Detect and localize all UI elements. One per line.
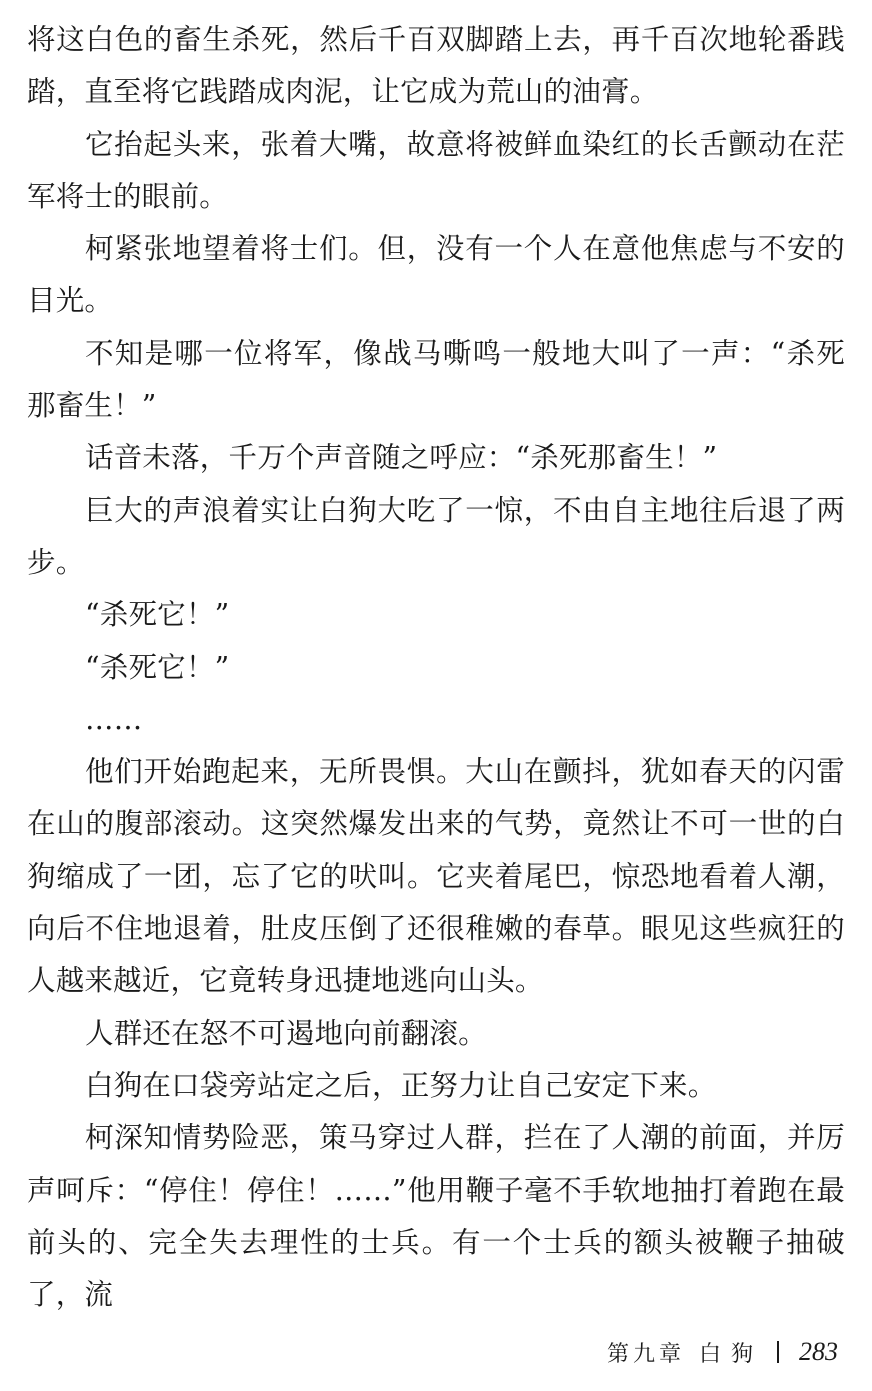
- paragraph: 话音未落，千万个声音随之呼应：“杀死那畜生！”: [85, 441, 718, 475]
- paragraph: 他们开始跑起来，无所畏惧。大山在颤抖，犹如春天的闪雷在山的腹部滚动。这突然爆发出来的气势，竟然让不可一世的白狗缩成了一团，忘了它的吠叫。它夹着尾巴，惊恐地看着人潮，向后不住地退着，肚皮压倒了还很稚嫩的春草。眼见这些疯狂的人越来越近，它竟转身迅捷地逃向山头。: [27, 755, 845, 998]
- chapter-label: 第九章: [606, 1341, 685, 1367]
- paragraph: “杀死它！”: [85, 598, 230, 632]
- paragraph: 它抬起头来，张着大嘴，故意将被鲜血染红的长舌颤动在茫军将士的眼前。: [27, 127, 845, 213]
- page-footer: [607, 1334, 838, 1370]
- paragraph: ……: [85, 702, 143, 736]
- paragraph: 不知是哪一位将军，像战马嘶鸣一般地大叫了一声：“杀死那畜生！”: [27, 336, 845, 423]
- paragraph: 巨大的声浪着实让白狗大吃了一惊，不由自主地往后退了两步。: [27, 493, 845, 579]
- footer-divider: [777, 1341, 779, 1363]
- paragraph: 将这白色的畜生杀死，然后千百双脚踏上去，再千百次地轮番践踏，直至将它践踏成肉泥，让它成为荒山的油膏。: [27, 23, 845, 109]
- chapter-title: 白狗: [698, 1341, 763, 1367]
- page-number: 283: [799, 1337, 838, 1366]
- paragraph: 白狗在口袋旁站定之后，正努力让自己安定下来。: [85, 1068, 717, 1102]
- paragraph: 人群还在怒不可遏地向前翻滚。: [85, 1016, 487, 1050]
- page-body: [27, 14, 845, 1321]
- paragraph: 柯深知情势险恶，策马穿过人群，拦在了人潮的前面，并厉声呵斥：“停住！停住！……”他用鞭子毫不手软地抽打着跑在最前头的、完全失去理性的士兵。有一个士兵的额头被鞭子抽破了，流: [27, 1121, 845, 1312]
- paragraph: “杀死它！”: [85, 650, 230, 684]
- paragraph: 柯紧张地望着将士们。但，没有一个人在意他焦虑与不安的目光。: [27, 232, 845, 318]
